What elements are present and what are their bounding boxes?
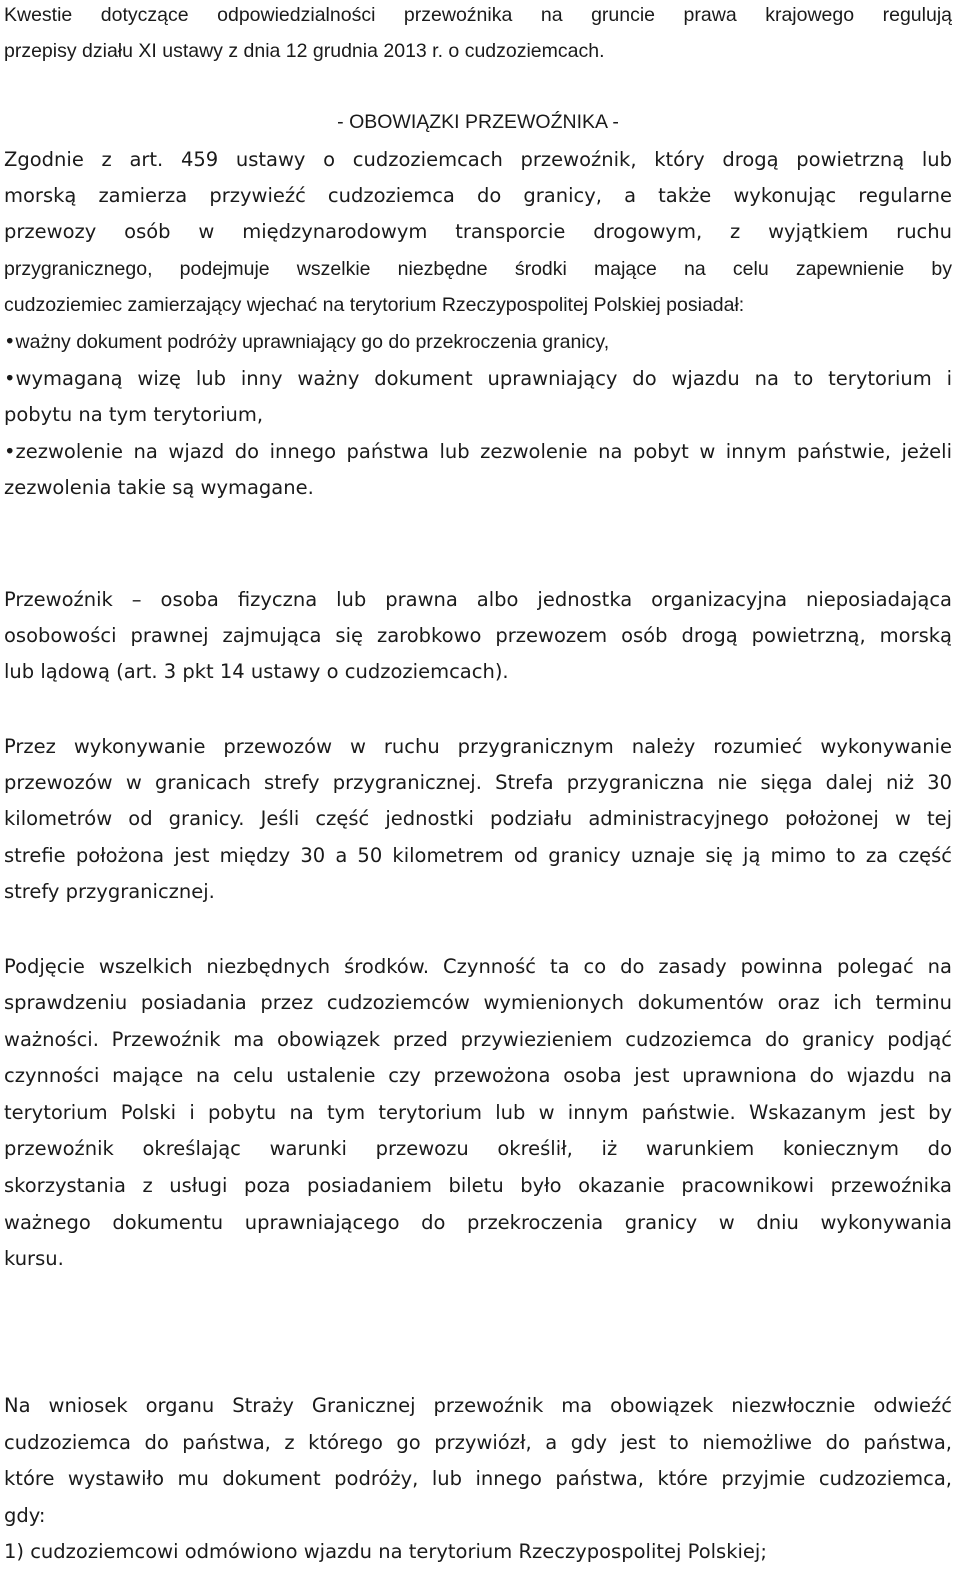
paragraph-line: kilometrów od granicy. Jeśli część jednostki podziału administracyjnego położonej w tej (4, 807, 952, 830)
paragraph-line: strefy przygranicznej. (4, 880, 215, 903)
bullet-text: ważny dokument podróży uprawniający go do przekroczenia granicy, (15, 331, 610, 353)
bullet-text: wymaganą wizę lub inny ważny dokument uprawniający do wjazdu na to terytorium i (15, 367, 952, 390)
paragraph-line: przewozów w granicach strefy przygranicznej. Strefa przygraniczna nie sięga dalej niż 30 (4, 771, 952, 794)
paragraph-line: skorzystania z usługi poza posiadaniem biletu było okazanie pracownikowi przewoźnika (4, 1174, 952, 1197)
paragraph-line: lub lądową (art. 3 pkt 14 ustawy o cudzoziemcach). (4, 660, 509, 683)
bullet-continuation: pobytu na tym terytorium, (4, 403, 264, 426)
paragraph-line: przewozy osób w międzynarodowym transporcie drogowym, z wyjątkiem ruchu (4, 220, 952, 243)
paragraph-line: Przewoźnik – osoba fizyczna lub prawna albo jednostka organizacyjna nieposiadająca (4, 588, 952, 611)
paragraph-line: cudzoziemiec zamierzający wjechać na terytorium Rzeczypospolitej Polskiej posiadał: (4, 294, 745, 316)
bullet-item (4, 434, 952, 470)
list-item: 1) cudzoziemcowi odmówiono wjazdu na terytorium Rzeczypospolitej Polskiej; (4, 1540, 767, 1563)
paragraph-line: sprawdzeniu posiadania przez cudzoziemców wymienionych dokumentów oraz ich terminu (4, 991, 952, 1014)
paragraph-line: ważnego dokumentu uprawniającego do przekroczenia granicy w dniu wykonywania (4, 1211, 952, 1234)
paragraph-line: Na wniosek organu Straży Granicznej przewoźnik ma obowiązek niezwłocznie odwieźć (4, 1394, 952, 1417)
bullet-item (4, 324, 609, 360)
paragraph-line: Podjęcie wszelkich niezbędnych środków. Czynność ta co do zasady powinna polegać na (4, 955, 952, 978)
bullet-item (4, 361, 952, 397)
paragraph-line: cudzoziemca do państwa, z którego go przywiózł, a gdy jest to niemożliwe do państwa, (4, 1431, 952, 1454)
paragraph-line: przygranicznego, podejmuje wszelkie niezbędne środki mające na celu zapewnienie by (4, 258, 952, 280)
paragraph-line: kursu. (4, 1247, 64, 1270)
paragraph-line: osobowości prawnej zajmująca się zarobkowo przewozem osób drogą powietrzną, morską (4, 624, 952, 647)
paragraph-line: ważności. Przewoźnik ma obowiązek przed przywiezieniem cudzoziemca do granicy podjąć (4, 1028, 952, 1051)
paragraph-line: Zgodnie z art. 459 ustawy o cudzoziemcach przewoźnik, który drogą powietrzną lub (4, 148, 952, 171)
paragraph-line: przewoźnik określając warunki przewozu określił, iż warunkiem koniecznym do (4, 1137, 952, 1160)
intro-line: przepisy działu XI ustawy z dnia 12 grudnia 2013 r. o cudzoziemcach. (4, 40, 605, 62)
paragraph-line: morską zamierza przywieźć cudzoziemca do granicy, a także wykonując regularne (4, 184, 952, 207)
bullet-continuation: zezwolenia takie są wymagane. (4, 476, 314, 499)
paragraph-line: strefie położona jest między 30 a 50 kilometrem od granicy uznaje się ją mimo to za część (4, 844, 952, 867)
section-heading: - OBOWIĄZKI PRZEWOŹNIKA - (337, 111, 619, 133)
bullet-icon: • (4, 440, 16, 463)
intro-line: Kwestie dotyczące odpowiedzialności przewoźnika na gruncie prawa krajowego regulują (4, 4, 952, 26)
paragraph-line: terytorium Polski i pobytu na tym terytorium lub w innym państwie. Wskazanym jest by (4, 1101, 952, 1124)
paragraph-line: które wystawiło mu dokument podróży, lub innego państwa, które przyjmie cudzoziemca, (4, 1467, 952, 1490)
bullet-text: zezwolenie na wjazd do innego państwa lub zezwolenie na pobyt w innym państwie, jeżeli (15, 440, 952, 463)
bullet-icon: • (4, 367, 16, 390)
paragraph-line: gdy: (4, 1504, 46, 1527)
paragraph-line: czynności mające na celu ustalenie czy przewożona osoba jest uprawniona do wjazdu na (4, 1064, 952, 1087)
paragraph-line: Przez wykonywanie przewozów w ruchu przygranicznym należy rozumieć wykonywanie (4, 735, 952, 758)
bullet-icon: • (4, 330, 16, 353)
